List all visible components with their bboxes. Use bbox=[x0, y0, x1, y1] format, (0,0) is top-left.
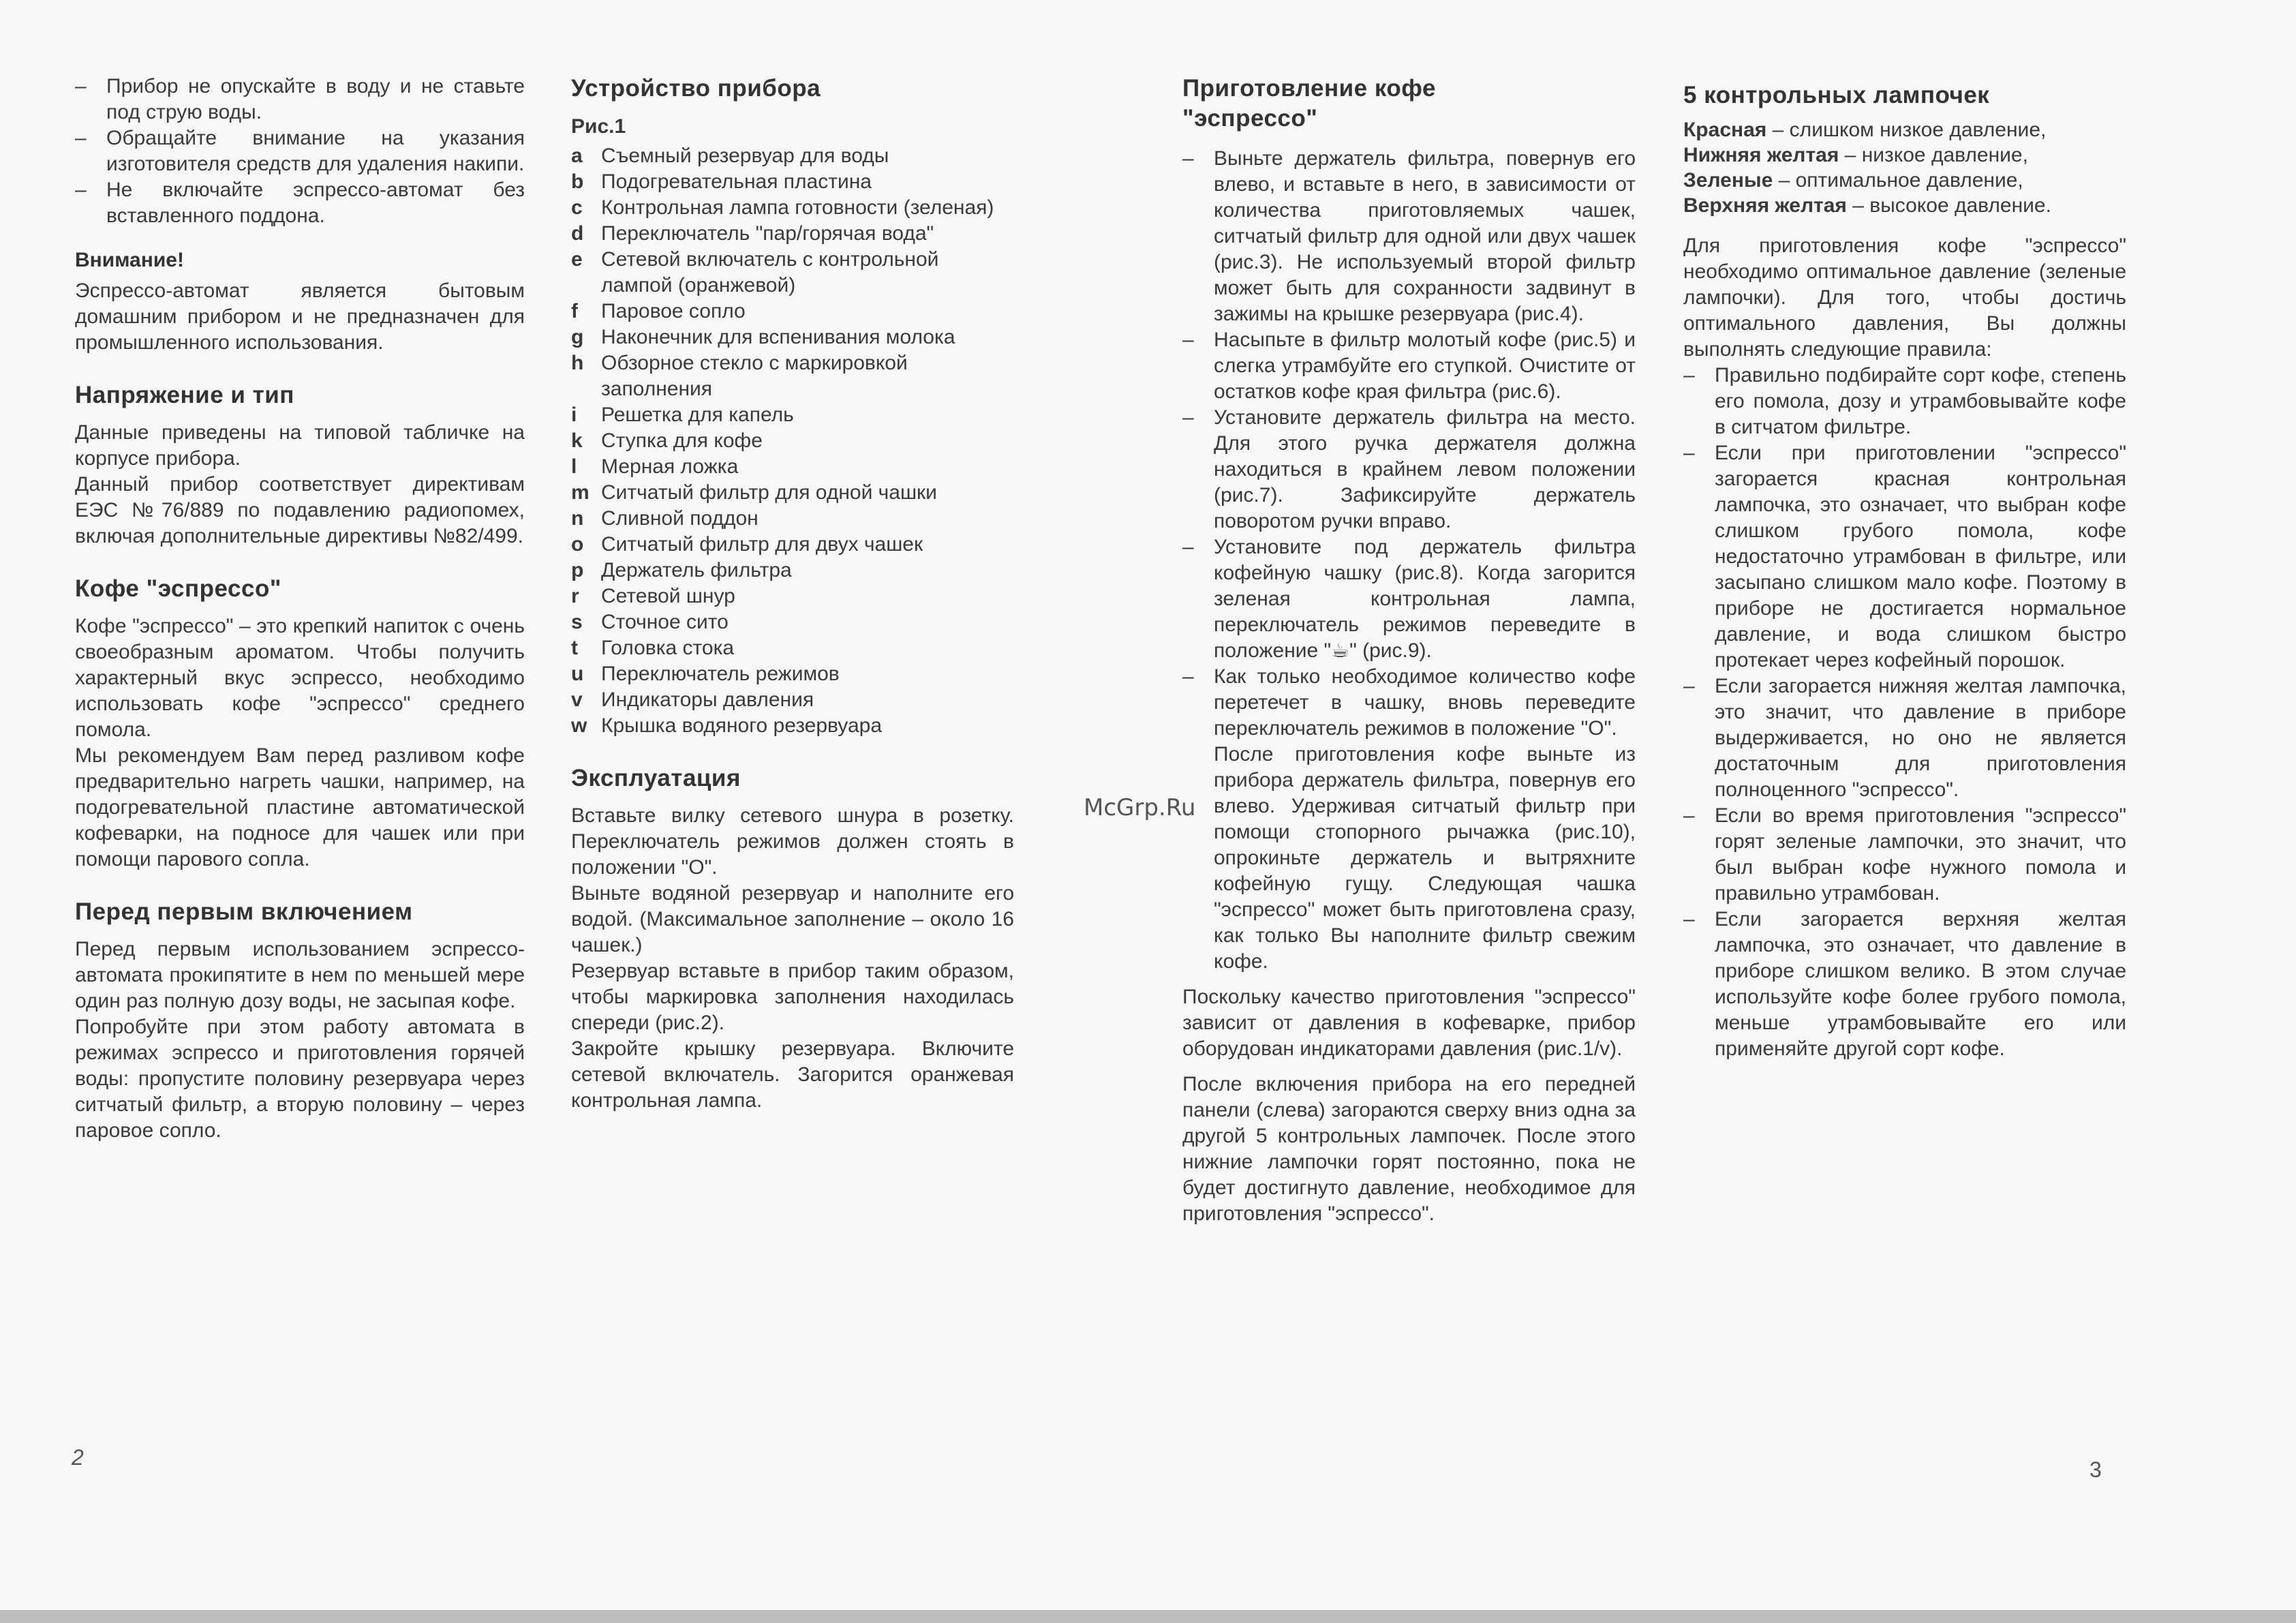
page-number-right: 3 bbox=[2090, 1457, 2102, 1482]
part-letter: a bbox=[571, 145, 583, 167]
table-row bbox=[571, 609, 1014, 635]
lamp-item bbox=[1683, 117, 2126, 142]
column-2 bbox=[571, 74, 1014, 1114]
lamp-name: Нижняя желтая bbox=[1683, 144, 1839, 166]
part-text: Индикаторы давления bbox=[601, 688, 814, 711]
part-letter: u bbox=[571, 663, 584, 685]
table-row bbox=[571, 402, 1014, 428]
list-item: – Установите под держатель фильтра кофейную чашку (рис.8). Когда загорится зеленая контрольная лампа, переключатель режимов переведите в положение "☕" (рис.9). bbox=[1182, 534, 1636, 664]
lamp-item bbox=[1683, 193, 2126, 218]
part-letter: l bbox=[571, 455, 577, 478]
lamp-desc: – низкое давление, bbox=[1839, 144, 2028, 166]
prep-heading-line2: "эспрессо" bbox=[1182, 105, 1318, 132]
part-text: Ступка для кофе bbox=[601, 429, 763, 452]
lamps-heading: 5 контрольных лампочек bbox=[1683, 82, 1990, 108]
part-text: Подогревательная пластина bbox=[601, 170, 872, 193]
list-item: – Выньте держатель фильтра, повернув его влево, и вставьте в него, в зависимости от количества приготовляемых чашек, ситчатый фильтр для одной или двух чашек (рис.3). Не используемый второй фильтр может быть для сохранности задвинут в зажимы на крышке резервуара (рис.4). bbox=[1182, 146, 1636, 327]
list-item: – Не включайте эспрессо-автомат без вставленного поддона. bbox=[75, 177, 525, 229]
parts-list bbox=[571, 143, 1014, 739]
table-row bbox=[571, 324, 1014, 350]
operation-heading: Эксплуатация bbox=[571, 765, 741, 791]
first-use-heading: Перед первым включением bbox=[75, 898, 413, 925]
part-text: Ситчатый фильтр для двух чашек bbox=[601, 533, 923, 556]
table-row bbox=[571, 687, 1014, 713]
list-item: – Если загорается нижняя желтая лампочка, это значит, что давление в приборе выдерживается, но оно не является достаточным для приготовления полноценного "эспрессо". bbox=[1683, 673, 2126, 803]
part-letter: p bbox=[571, 559, 584, 581]
operation-p2: Выньте водяной резервуар и наполните его водой. (Максимальное заполнение – около 16 чашек.) bbox=[571, 882, 1014, 956]
list-item: – Правильно подбирайте сорт кофе, степень его помола, дозу и утрамбовывайте кофе в ситчатом фильтре. bbox=[1683, 363, 2126, 440]
table-row bbox=[571, 169, 1014, 195]
part-text: Сетевой шнур bbox=[601, 585, 735, 607]
figure-label: Рис.1 bbox=[571, 115, 626, 138]
espresso-heading: Кофе "эспрессо" bbox=[75, 575, 281, 602]
part-letter: d bbox=[571, 222, 584, 245]
table-row bbox=[571, 247, 1014, 299]
part-text: Сточное сито bbox=[601, 611, 729, 633]
table-row bbox=[571, 713, 1014, 739]
table-row bbox=[571, 532, 1014, 558]
part-text: Мерная ложка bbox=[601, 455, 739, 478]
part-letter: b bbox=[571, 170, 584, 193]
table-row bbox=[571, 454, 1014, 480]
page-number-left: 2 bbox=[72, 1445, 84, 1470]
column-3 bbox=[1182, 74, 1636, 1227]
device-heading: Устройство прибора bbox=[571, 75, 821, 102]
list-item: – Установите держатель фильтра на место. Для этого ручка держателя должна находиться в крайнем левом положении (рис.7). Зафиксируйте держатель поворотом ручки вправо. bbox=[1182, 405, 1636, 534]
list-item: – Обращайте внимание на указания изготовителя средств для удаления накипи. bbox=[75, 125, 525, 177]
part-text: Сливной поддон bbox=[601, 507, 759, 530]
watermark: McGrp.Ru bbox=[1084, 794, 1196, 821]
part-text: Головка стока bbox=[601, 637, 735, 659]
bottom-scan-edge bbox=[0, 1610, 2296, 1623]
first-use-p2: Попробуйте при этом работу автомата в режимах эспрессо и приготовления горячей воды: пропустите половину резервуара через ситчатый фильтр, а вторую половину – через паровое сопло. bbox=[75, 1016, 525, 1142]
list-item: – Если при приготовлении "эспрессо" загорается красная контрольная лампочка, это означает, что выбран кофе слишком грубого помола, кофе недостаточно утрамбован в фильтре, или засыпано слишком мало кофе. Поэтому в приборе не достигается нормальное давление, и вода слишком быстро протекает через кофейный порошок. bbox=[1683, 440, 2126, 673]
voltage-p2: Данный прибор соответствует директивам ЕЭС №76/889 по подавлению радиопомех, включая дополнительные директивы №82/499. bbox=[75, 473, 525, 547]
part-letter: n bbox=[571, 507, 584, 530]
lamp-item bbox=[1683, 168, 2126, 193]
part-letter: w bbox=[571, 714, 587, 737]
list-item: – Если во время приготовления "эспрессо" горят зеленые лампочки, это значит, что был выбран кофе нужного помола и правильно утрамбован. bbox=[1683, 803, 2126, 907]
part-text: Контрольная лампа готовности (зеленая) bbox=[601, 196, 994, 219]
table-row bbox=[571, 480, 1014, 506]
lamp-name: Зеленые bbox=[1683, 169, 1773, 192]
voltage-p1: Данные приведены на типовой табличке на корпусе прибора. bbox=[75, 421, 525, 470]
part-letter: t bbox=[571, 637, 578, 659]
part-letter: g bbox=[571, 326, 584, 348]
part-text: Наконечник для вспенивания молока bbox=[601, 326, 955, 348]
part-letter: o bbox=[571, 533, 584, 556]
operation-p1: Вставьте вилку сетевого шнура в розетку. Переключатель режимов должен стоять в положении "O". bbox=[571, 804, 1014, 879]
table-row bbox=[571, 661, 1014, 687]
part-letter: i bbox=[571, 404, 577, 426]
lamps-list bbox=[1683, 117, 2126, 218]
part-text: Ситчатый фильтр для одной чашки bbox=[601, 481, 937, 504]
table-row bbox=[571, 428, 1014, 454]
first-use-p1: Перед первым использованием эспрессо-автомата прокипятите в нем по меньшей мере один раз полную дозу воды, не засыпая кофе. bbox=[75, 938, 525, 1012]
table-row bbox=[571, 195, 1014, 221]
prep-quality-text: Поскольку качество приготовления "эспрессо" зависит от давления в кофеварке, прибор оборудован индикаторами давления (рис.1/v). bbox=[1182, 986, 1636, 1060]
table-row bbox=[571, 558, 1014, 583]
part-text: Паровое сопло bbox=[601, 300, 746, 322]
part-letter: e bbox=[571, 248, 583, 271]
lamp-name: Верхняя желтая bbox=[1683, 194, 1847, 217]
part-letter: r bbox=[571, 585, 579, 607]
table-row bbox=[571, 506, 1014, 532]
list-item: – Если загорается верхняя желтая лампочка, это означает, что давление в приборе слишком велико. В этом случае используйте кофе более грубого помола, меньше утрамбовывайте его или применяйте другой сорт кофе. bbox=[1683, 907, 2126, 1062]
part-letter: v bbox=[571, 688, 583, 711]
part-text: Сетевой включатель с контрольной лампой (оранжевой) bbox=[601, 248, 939, 297]
lamp-desc: – высокое давление. bbox=[1846, 194, 2051, 217]
part-text: Крышка водяного резервуара bbox=[601, 714, 883, 737]
operation-p3: Резервуар вставьте в прибор таким образом, чтобы маркировка заполнения находилась спереди (рис.2). bbox=[571, 960, 1014, 1034]
prep-heading-line1: Приготовление кофе bbox=[1182, 75, 1436, 102]
part-letter: h bbox=[571, 352, 584, 374]
espresso-p2: Мы рекомендуем Вам перед разливом кофе предварительно нагреть чашки, например, на подогревательной пластине автоматической кофеварки, на подносе для чашек или при помощи парового сопла. bbox=[75, 744, 525, 870]
attention-text: Эспрессо-автомат является бытовым домашним прибором и не предназначен для промышленного использования. bbox=[75, 279, 525, 354]
column-1 bbox=[75, 74, 525, 1144]
prep-after-text: После приготовления кофе выньте из прибора держатель фильтра, повернув его влево. Удерживая ситчатый фильтр при помощи стопорного рычажка (рис.10), опрокиньте держатель и вытряхните кофейную гущу. Следующая чашка "эспрессо" может быть приготовлена сразу, как только Вы наполните фильтр свежим кофе. bbox=[1214, 743, 1636, 973]
lamp-name: Красная bbox=[1683, 119, 1767, 141]
intro-bullets bbox=[75, 74, 525, 229]
lamps-intro: Для приготовления кофе "эспрессо" необходимо оптимальное давление (зеленые лампочки). Для того, чтобы достичь оптимального давления, Вы должны выполнять следующие правила: bbox=[1683, 234, 2126, 361]
operation-p4: Закройте крышку резервуара. Включите сетевой включатель. Загорится оранжевая контрольная лампа. bbox=[571, 1037, 1014, 1112]
part-text: Решетка для капель bbox=[601, 404, 794, 426]
lamp-desc: – слишком низкое давление, bbox=[1766, 119, 2047, 141]
part-letter: m bbox=[571, 481, 590, 504]
list-item: – Как только необходимое количество кофе перетечет в чашку, вновь переведите переключатель режимов в положение "O". bbox=[1182, 664, 1636, 742]
table-row bbox=[571, 635, 1014, 661]
column-4 bbox=[1683, 80, 2126, 1062]
part-letter: f bbox=[571, 300, 578, 322]
part-letter: k bbox=[571, 429, 583, 452]
lamp-item bbox=[1683, 142, 2126, 168]
table-row bbox=[571, 583, 1014, 609]
table-row bbox=[571, 143, 1014, 169]
espresso-p1: Кофе "эспрессо" – это крепкий напиток с очень своеобразным ароматом. Чтобы получить характерный вкус эспрессо, необходимо использовать кофе "эспрессо" среднего помола. bbox=[75, 615, 525, 741]
list-item: – Прибор не опускайте в воду и не ставьте под струю воды. bbox=[75, 74, 525, 125]
part-letter: c bbox=[571, 196, 583, 219]
prep-heading bbox=[1182, 74, 1636, 134]
list-item: – Насыпьте в фильтр молотый кофе (рис.5) и слегка утрамбуйте его ступкой. Очистите от остатков кофе края фильтра (рис.6). bbox=[1182, 327, 1636, 405]
part-text: Обзорное стекло с маркировкой заполнения bbox=[601, 352, 908, 400]
table-row bbox=[571, 350, 1014, 402]
part-text: Держатель фильтра bbox=[601, 559, 792, 581]
prep-lamps-text: После включения прибора на его передней панели (слева) загораются сверху вниз одна за другой 5 контрольных лампочек. После этого нижние лампочки горят постоянно, пока не будет достигнуто давление, необходимое для приготовления "эспрессо". bbox=[1182, 1073, 1636, 1225]
part-text: Съемный резервуар для воды bbox=[601, 145, 889, 167]
part-text: Переключатель "пар/горячая вода" bbox=[601, 222, 934, 245]
lamps-rules bbox=[1683, 363, 2126, 1062]
lamp-desc: – оптимальное давление, bbox=[1773, 169, 2023, 192]
voltage-heading: Напряжение и тип bbox=[75, 382, 294, 408]
attention-title: Внимание! bbox=[75, 249, 184, 271]
part-letter: s bbox=[571, 611, 583, 633]
prep-bullets bbox=[1182, 146, 1636, 742]
part-text: Переключатель режимов bbox=[601, 663, 840, 685]
table-row bbox=[571, 221, 1014, 247]
table-row bbox=[571, 299, 1014, 324]
